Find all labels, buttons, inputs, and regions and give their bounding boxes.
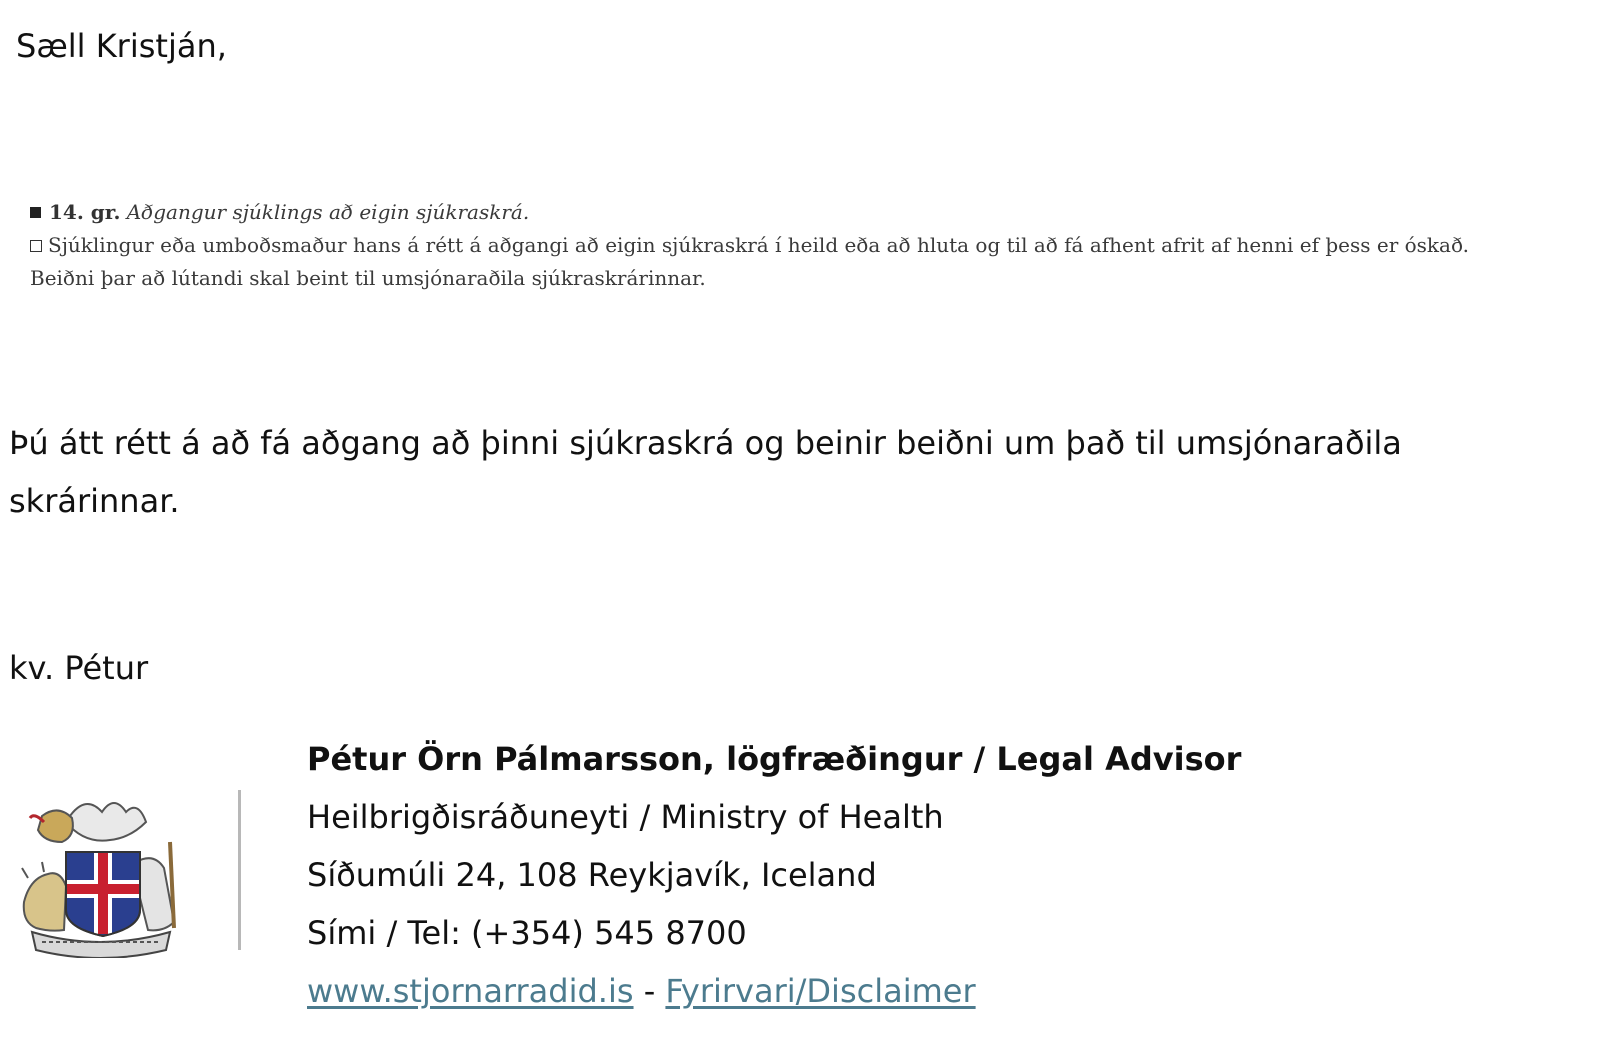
signature-address: Síðumúli 24, 108 Reykjavík, Iceland — [307, 856, 877, 894]
empty-square-icon — [30, 240, 42, 252]
article-title: Aðgangur sjúklings að eigin sjúkraskrá. — [126, 200, 530, 224]
coat-of-arms-icon — [14, 782, 186, 958]
email-signature — [307, 730, 1241, 1020]
website-link[interactable]: www.stjornarradid.is — [307, 972, 634, 1010]
link-separator: - — [643, 972, 656, 1010]
law-paragraph-line2: Beiðni þar að lútandi skal beint til umsjónaraðila sjúkraskrárinnar. — [30, 266, 706, 290]
signature-phone: Sími / Tel: (+354) 545 8700 — [307, 914, 747, 952]
signature-divider — [238, 790, 241, 950]
reply-line1: Þú átt rétt á að fá aðgang að þinni sjúkraskrá og beinir beiðni um það til umsjónaraðila — [9, 424, 1402, 462]
filled-square-icon — [30, 207, 41, 218]
greeting: Sæll Kristján, — [16, 27, 227, 65]
signature-ministry: Heilbrigðisráðuneyti / Ministry of Health — [307, 798, 944, 836]
law-paragraph-line1: Sjúklingur eða umboðsmaður hans á rétt á aðgangi að eigin sjúkraskrá í heild eða að hluta og til að fá afhent afrit af henni ef þess er óskað. — [48, 233, 1470, 257]
law-paragraph — [30, 229, 1570, 262]
signature-links — [307, 962, 1241, 1020]
law-excerpt — [30, 196, 1570, 295]
signature-name: Pétur Örn Pálmarsson, lögfræðingur / Legal Advisor — [307, 740, 1242, 778]
signoff: kv. Pétur — [9, 649, 149, 687]
law-article-heading — [30, 196, 1570, 229]
disclaimer-link[interactable]: Fyrirvari/Disclaimer — [665, 972, 976, 1010]
reply-line2: skrárinnar. — [9, 482, 180, 520]
reply-text — [9, 414, 1589, 530]
article-number: 14. gr. — [49, 200, 121, 224]
